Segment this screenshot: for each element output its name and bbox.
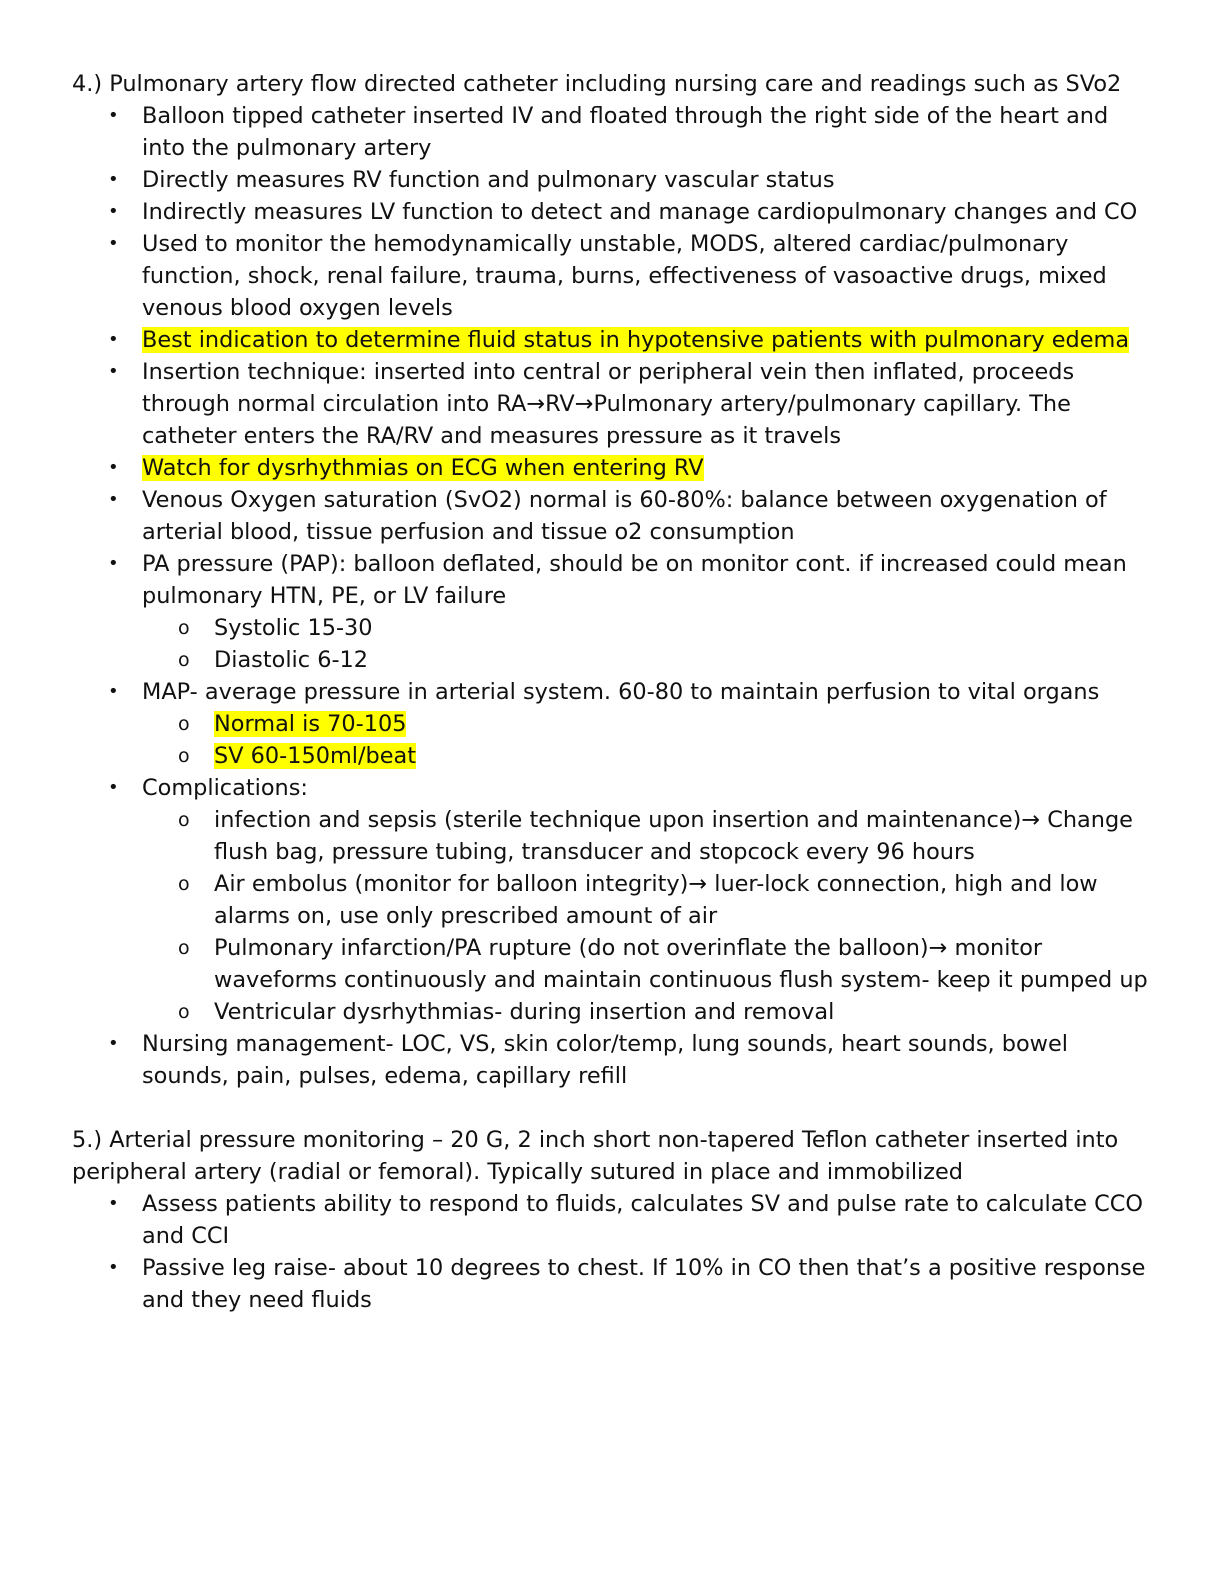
list-item [72, 1028, 1152, 1092]
sub-bullet-icon: o [178, 617, 190, 639]
sub-bullet-icon: o [178, 873, 190, 895]
sub-list [142, 708, 1152, 772]
sub-bullet-icon: o [178, 937, 190, 959]
highlighted-text: Watch for dysrhythmias on ECG when entering RV [142, 455, 704, 481]
list-item-text: Indirectly measures LV function to detect and manage cardiopulmonary changes and CO [142, 199, 1138, 225]
list-item [72, 772, 1152, 1028]
list-item [72, 196, 1152, 228]
sub-list-item [142, 708, 1152, 740]
sub-list [142, 804, 1152, 1028]
list-item-text: Used to monitor the hemodynamically unstable, MODS, altered cardiac/pulmonary function, shock, renal failure, trauma, burns, effectiveness of vasoactive drugs, mixed venous blood oxygen levels [142, 231, 1107, 321]
bullet-icon: • [108, 489, 119, 510]
section-4 [72, 68, 1152, 1092]
document-page [72, 68, 1152, 1316]
bullet-icon: • [108, 233, 119, 254]
list-item [72, 548, 1152, 676]
list-item [72, 164, 1152, 196]
bullet-icon: • [108, 1257, 119, 1278]
bullet-icon: • [108, 777, 119, 798]
highlighted-text: SV 60-150ml/beat [214, 743, 417, 769]
section-4-heading: 4.) Pulmonary artery flow directed catheter including nursing care and readings such as SVo2 [72, 71, 1122, 97]
list-item [72, 228, 1152, 324]
list-item [72, 484, 1152, 548]
sub-bullet-icon: o [178, 809, 190, 831]
list-item-text: PA pressure (PAP): balloon deflated, should be on monitor cont. if increased could mean pulmonary HTN, PE, or LV failure [142, 551, 1127, 609]
sub-list-item [142, 932, 1152, 996]
list-item [72, 324, 1152, 356]
section-4-bullet-list [72, 100, 1152, 1092]
list-item [72, 676, 1152, 772]
bullet-icon: • [108, 361, 119, 382]
highlighted-text: Normal is 70-105 [214, 711, 407, 737]
bullet-icon: • [108, 681, 119, 702]
sub-list-item [142, 612, 1152, 644]
list-item [72, 356, 1152, 452]
bullet-icon: • [108, 553, 119, 574]
bullet-icon: • [108, 169, 119, 190]
sub-list-item-text: Diastolic 6-12 [214, 647, 369, 673]
list-item [72, 1188, 1152, 1252]
bullet-icon: • [108, 105, 119, 126]
sub-list-item-text: Systolic 15-30 [214, 615, 373, 641]
sub-list-item-text: Ventricular dysrhythmias- during insertion and removal [214, 999, 835, 1025]
list-item [72, 100, 1152, 164]
bullet-icon: • [108, 457, 119, 478]
sub-list-item [142, 644, 1152, 676]
sub-bullet-icon: o [178, 1001, 190, 1023]
bullet-icon: • [108, 1033, 119, 1054]
list-item-text: Passive leg raise- about 10 degrees to chest. If 10% in CO then that’s a positive response and they need fluids [142, 1255, 1146, 1313]
list-item-text: Nursing management- LOC, VS, skin color/temp, lung sounds, heart sounds, bowel sounds, pain, pulses, edema, capillary refill [142, 1031, 1068, 1089]
section-5-bullet-list [72, 1188, 1152, 1316]
sub-bullet-icon: o [178, 649, 190, 671]
bullet-icon: • [108, 201, 119, 222]
bullet-icon: • [108, 1193, 119, 1214]
bullet-icon: • [108, 329, 119, 350]
sub-list-item [142, 996, 1152, 1028]
list-item [72, 1252, 1152, 1316]
sub-list [142, 612, 1152, 676]
sub-list-item-text: Pulmonary infarction/PA rupture (do not overinflate the balloon)→ monitor waveforms continuously and maintain continuous flush system- keep it pumped up [214, 935, 1148, 993]
list-item-text: Assess patients ability to respond to fluids, calculates SV and pulse rate to calculate CCO and CCI [142, 1191, 1144, 1249]
section-5-heading: 5.) Arterial pressure monitoring – 20 G, 2 inch short non-tapered Teflon catheter inserted into peripheral artery (radial or femoral). Typically sutured in place and immobilized [72, 1127, 1119, 1185]
sub-list-item [142, 740, 1152, 772]
sub-bullet-icon: o [178, 713, 190, 735]
list-item-text: MAP- average pressure in arterial system. 60-80 to maintain perfusion to vital organs [142, 679, 1100, 705]
list-item-text: Balloon tipped catheter inserted IV and floated through the right side of the heart and into the pulmonary artery [142, 103, 1109, 161]
list-item-text: Complications: [142, 775, 308, 801]
highlighted-text: Best indication to determine fluid status in hypotensive patients with pulmonary edema [142, 327, 1130, 353]
sub-list-item [142, 868, 1152, 932]
list-item-text: Venous Oxygen saturation (SvO2) normal is 60-80%: balance between oxygenation of arterial blood, tissue perfusion and tissue o2 consumption [142, 487, 1107, 545]
sub-list-item-text: Air embolus (monitor for balloon integrity)→ luer-lock connection, high and low alarms on, use only prescribed amount of air [214, 871, 1098, 929]
list-item [72, 452, 1152, 484]
list-item-text: Directly measures RV function and pulmonary vascular status [142, 167, 835, 193]
list-item-text: Insertion technique: inserted into central or peripheral vein then inflated, proceeds through normal circulation into RA→RV→Pulmonary artery/pulmonary capillary. The catheter enters the RA/RV and measures pressure as it travels [142, 359, 1075, 449]
sub-list-item-text: infection and sepsis (sterile technique upon insertion and maintenance)→ Change flush bag, pressure tubing, transducer and stopcock every 96 hours [214, 807, 1133, 865]
sub-list-item [142, 804, 1152, 868]
paragraph-spacer [72, 1092, 1152, 1124]
section-5 [72, 1124, 1152, 1316]
sub-bullet-icon: o [178, 745, 190, 767]
